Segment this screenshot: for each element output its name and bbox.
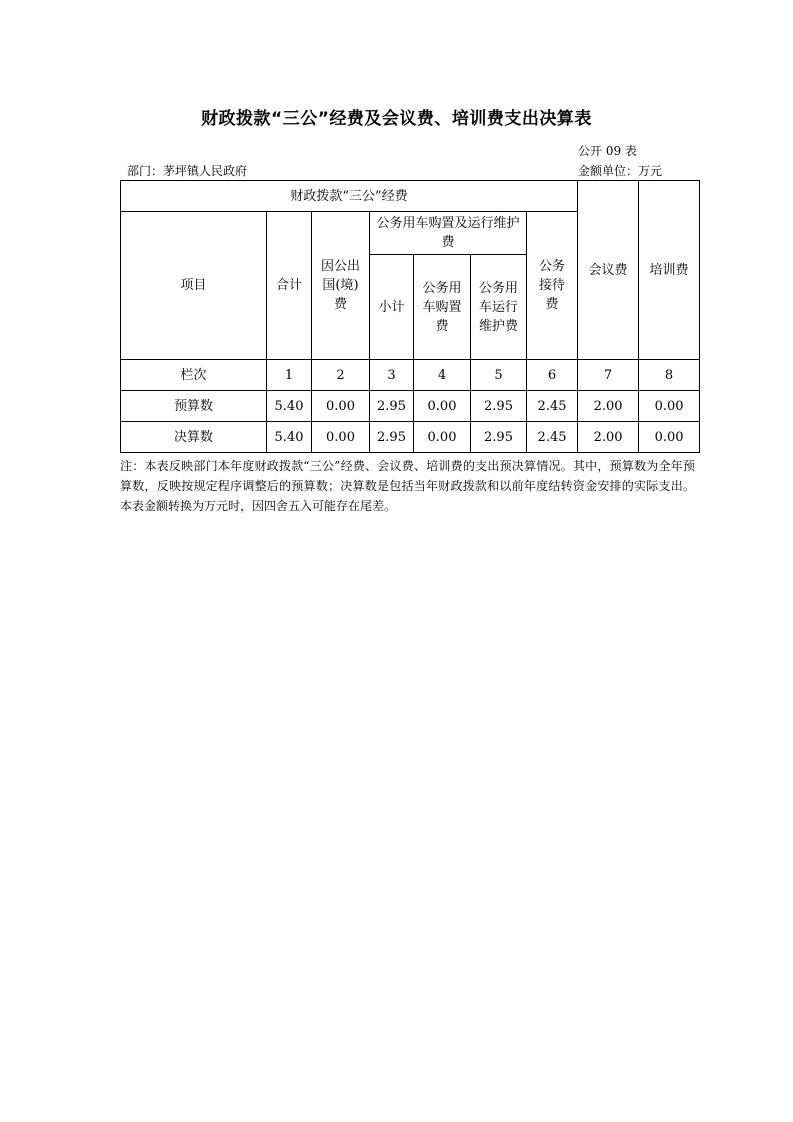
unit-label: 金额单位：万元 [578, 164, 663, 178]
table-cell: 4 [414, 360, 471, 391]
table-cell: 2.00 [578, 391, 639, 422]
table-cell: 0.00 [414, 422, 471, 453]
table-cell: 2.95 [370, 422, 414, 453]
table-cell: 2.45 [527, 422, 578, 453]
table-cell: 5.40 [267, 391, 312, 422]
department-label: 部门：茅坪镇人民政府 [127, 164, 248, 178]
table-cell: 8 [639, 360, 700, 391]
header-training: 培训费 [639, 181, 700, 360]
table-cell: 0.00 [312, 422, 370, 453]
table-cell: 2.95 [370, 391, 414, 422]
table-cell: 1 [267, 360, 312, 391]
table-note: 注：本表反映部门本年度财政拨款“三公”经费、会议费、培训费的支出预决算情况。其中，预算数为全年预算数，反映按规定程序调整后的预算数；决算数是包括当年财政拨款和以前年度结转资金安排的实际支出。本表金额转换为万元时，因四舍五入可能存在尾差。 [120, 459, 695, 513]
table-cell: 2.95 [471, 422, 527, 453]
form-code: 公开 09 表 [578, 144, 637, 158]
header-vehicle-purchase: 公务用车购置费 [414, 255, 471, 360]
header-item: 项目 [121, 212, 267, 360]
expenditure-table [120, 180, 700, 453]
table-cell: 2 [312, 360, 370, 391]
table-cell: 2.95 [471, 391, 527, 422]
table-cell: 6 [527, 360, 578, 391]
row-label: 预算数 [121, 391, 267, 422]
header-vehicle-group: 公务用车购置及运行维护费 [370, 212, 527, 255]
table-cell: 7 [578, 360, 639, 391]
table-cell: 0.00 [639, 391, 700, 422]
header-reception: 公务接待费 [527, 212, 578, 360]
table-cell: 3 [370, 360, 414, 391]
table-cell: 0.00 [312, 391, 370, 422]
table-row [121, 360, 700, 391]
row-label: 栏次 [121, 360, 267, 391]
table-cell: 2.00 [578, 422, 639, 453]
header-subtotal: 小计 [370, 255, 414, 360]
table-cell: 5 [471, 360, 527, 391]
page-title: 财政拨款“三公”经费及会议费、培训费支出决算表 [201, 109, 592, 129]
table-cell: 5.40 [267, 422, 312, 453]
table-cell: 0.00 [414, 391, 471, 422]
header-meeting: 会议费 [578, 181, 639, 360]
header-vehicle-operation: 公务用车运行维护费 [471, 255, 527, 360]
table-cell: 2.45 [527, 391, 578, 422]
header-three-public-group: 财政拨款“三公”经费 [121, 181, 578, 212]
row-label: 决算数 [121, 422, 267, 453]
table-row [121, 422, 700, 453]
table-cell: 0.00 [639, 422, 700, 453]
table-row [121, 391, 700, 422]
header-total: 合计 [267, 212, 312, 360]
header-abroad: 因公出国(境)费 [312, 212, 370, 360]
